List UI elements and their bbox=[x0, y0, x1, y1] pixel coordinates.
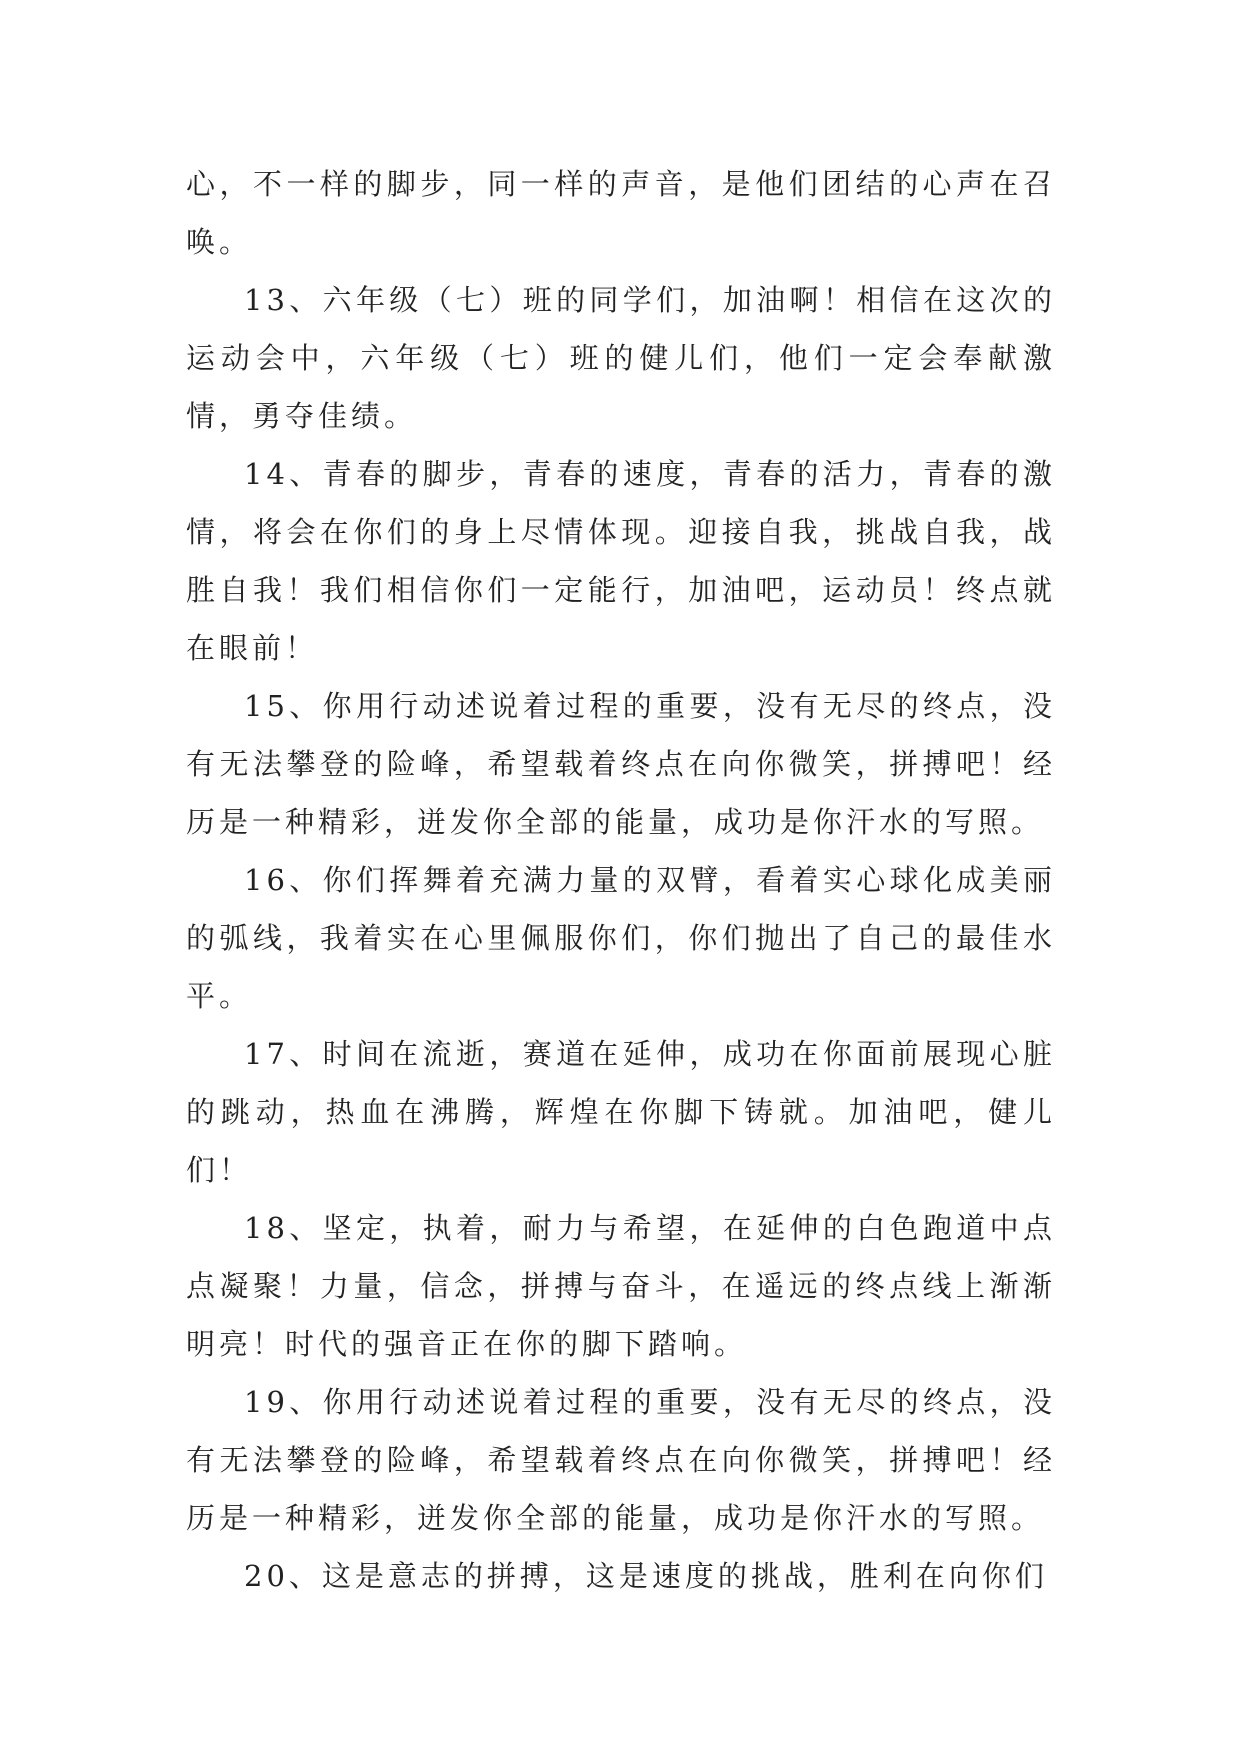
paragraph-19: 19、你用行动述说着过程的重要，没有无尽的终点，没有无法攀登的险峰，希望载着终点在向你微笑，拼搏吧！经历是一种精彩，迸发你全部的能量，成功是你汗水的写照。 bbox=[186, 1385, 1056, 1535]
paragraph-14: 14、青春的脚步，青春的速度，青春的活力，青春的激情，将会在你们的身上尽情体现。迎接自我，挑战自我，战胜自我！我们相信你们一定能行，加油吧，运动员！终点就在眼前！ bbox=[186, 457, 1056, 665]
paragraph-20: 20、这是意志的拼搏，这是速度的挑战，胜利在向你们 bbox=[244, 1559, 1048, 1593]
document-body bbox=[186, 155, 1056, 1605]
paragraph-continuation: 心，不一样的脚步，同一样的声音，是他们团结的心声在召唤。 bbox=[186, 167, 1056, 259]
paragraph-18: 18、坚定，执着，耐力与希望，在延伸的白色跑道中点点凝聚！力量，信念，拼搏与奋斗，在遥远的终点线上渐渐明亮！时代的强音正在你的脚下踏响。 bbox=[186, 1211, 1056, 1361]
paragraph-15: 15、你用行动述说着过程的重要，没有无尽的终点，没有无法攀登的险峰，希望载着终点在向你微笑，拼搏吧！经历是一种精彩，迸发你全部的能量，成功是你汗水的写照。 bbox=[186, 689, 1056, 839]
paragraph-16: 16、你们挥舞着充满力量的双臂，看着实心球化成美丽的弧线，我着实在心里佩服你们，你们抛出了自己的最佳水平。 bbox=[186, 863, 1056, 1013]
paragraph-13: 13、六年级（七）班的同学们，加油啊！相信在这次的运动会中，六年级（七）班的健儿们，他们一定会奉献激情，勇夺佳绩。 bbox=[186, 283, 1056, 433]
paragraph-17: 17、时间在流逝，赛道在延伸，成功在你面前展现心脏的跳动，热血在沸腾，辉煌在你脚下铸就。加油吧，健儿们！ bbox=[186, 1037, 1056, 1187]
